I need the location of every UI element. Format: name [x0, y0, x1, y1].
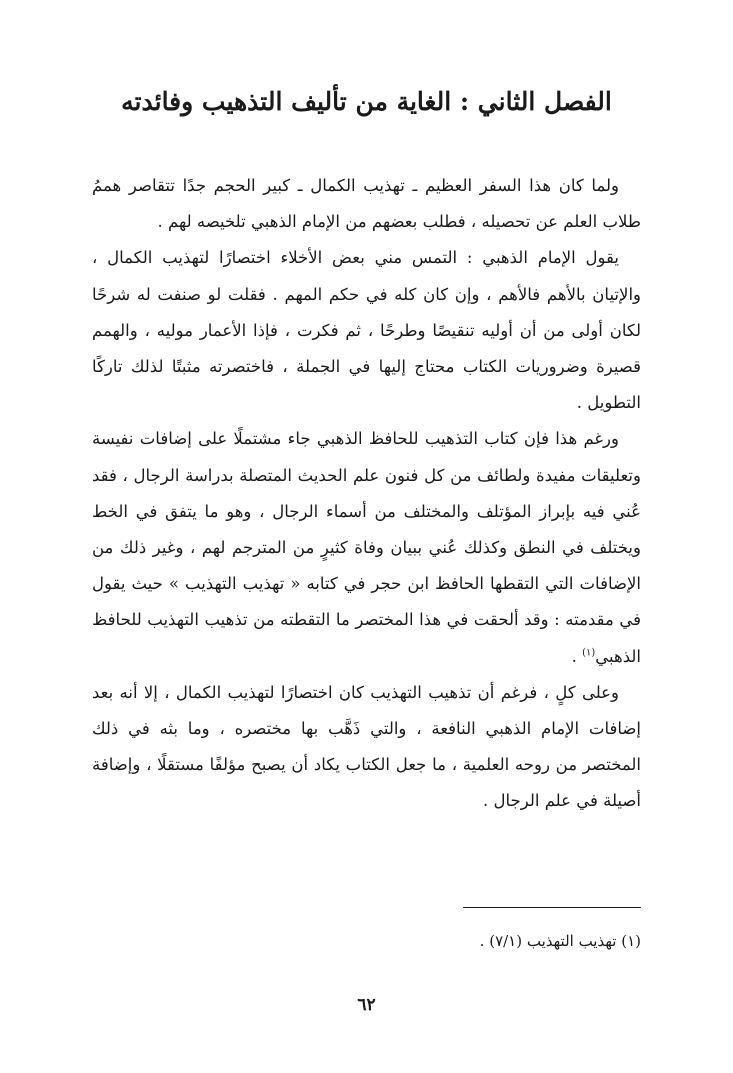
paragraph-1: ولما كان هذا السفر العظيم ـ تهذيب الكمال ـ كبير الحجم جدًا تتقاصر هممُ طلاب العلم عن تحصيله ، فطلب بعضهم من الإمام الذهبي تلخيصه لهم . [92, 176, 641, 232]
footnote-reference-marker[interactable]: (١) [582, 647, 596, 659]
paragraph-3-text: ورغم هذا فإن كتاب التذهيب للحافظ الذهبي جاء مشتملًا على إضافات نفيسة وتعليقات مفيدة ولطائف من كل فنون علم الحديث المتصلة بدراسة الرجال ، فقد عُني فيه بإبراز المؤتلف والمختلف من أسماء الرجال ، وهو ما يتفق في الخط ويختلف في النطق وكذلك عُني ببيان وفاة كثيرٍ من المترجم لهم ، وغير ذلك من الإضافات التي التقطها الحافظ ابن حجر في كتابه « تهذيب التهذيب » حيث يقول في مقدمته : وقد ألحقت في هذا المختصر ما التقطته من تذهيب التهذيب للحافظ الذهبي [92, 429, 641, 666]
chapter-title: الفصل الثاني : الغاية من تأليف التذهيب وفائدته [121, 87, 612, 116]
body-text [92, 168, 641, 820]
footnote: (١) تهذيب التهذيب (٧/١) . [479, 932, 641, 950]
paragraph-4: وعلى كلٍ ، فرغم أن تذهيب التهذيب كان اختصارًا لتهذيب الكمال ، إلا أنه بعد إضافات الإمام الذهبي النافعة ، والتي ذَهَّب بها مختصره ، وما بثه في ذلك المختصر من روحه العلمية ، ما جعل الكتاب يكاد أن يصبح مؤلفًا مستقلًا ، وإضافة أصيلة في علم الرجال . [92, 682, 641, 811]
footnote-separator [463, 907, 641, 908]
paragraph-3-end: . [571, 646, 583, 666]
paragraph-2: يقول الإمام الذهبي : التمس مني بعض الأخلاء اختصارًا لتهذيب الكمال ، والإتيان بالأهم فالأهم ، وإن كان كله في حكم المهم . فقلت لو صنفت له شرحًا لكان أولى من أن أوليه تنقيصًا وطرحًا ، ثم فكرت ، فإذا الأعمار موليه ، والهمم قصيرة وضروريات الكتاب محتاج إليها في الجملة ، فاختصرته مثبتًا لذلك تاركًا التطويل . [92, 248, 641, 413]
page-number: ٦٢ [357, 995, 376, 1015]
paragraph-3 [92, 421, 641, 674]
